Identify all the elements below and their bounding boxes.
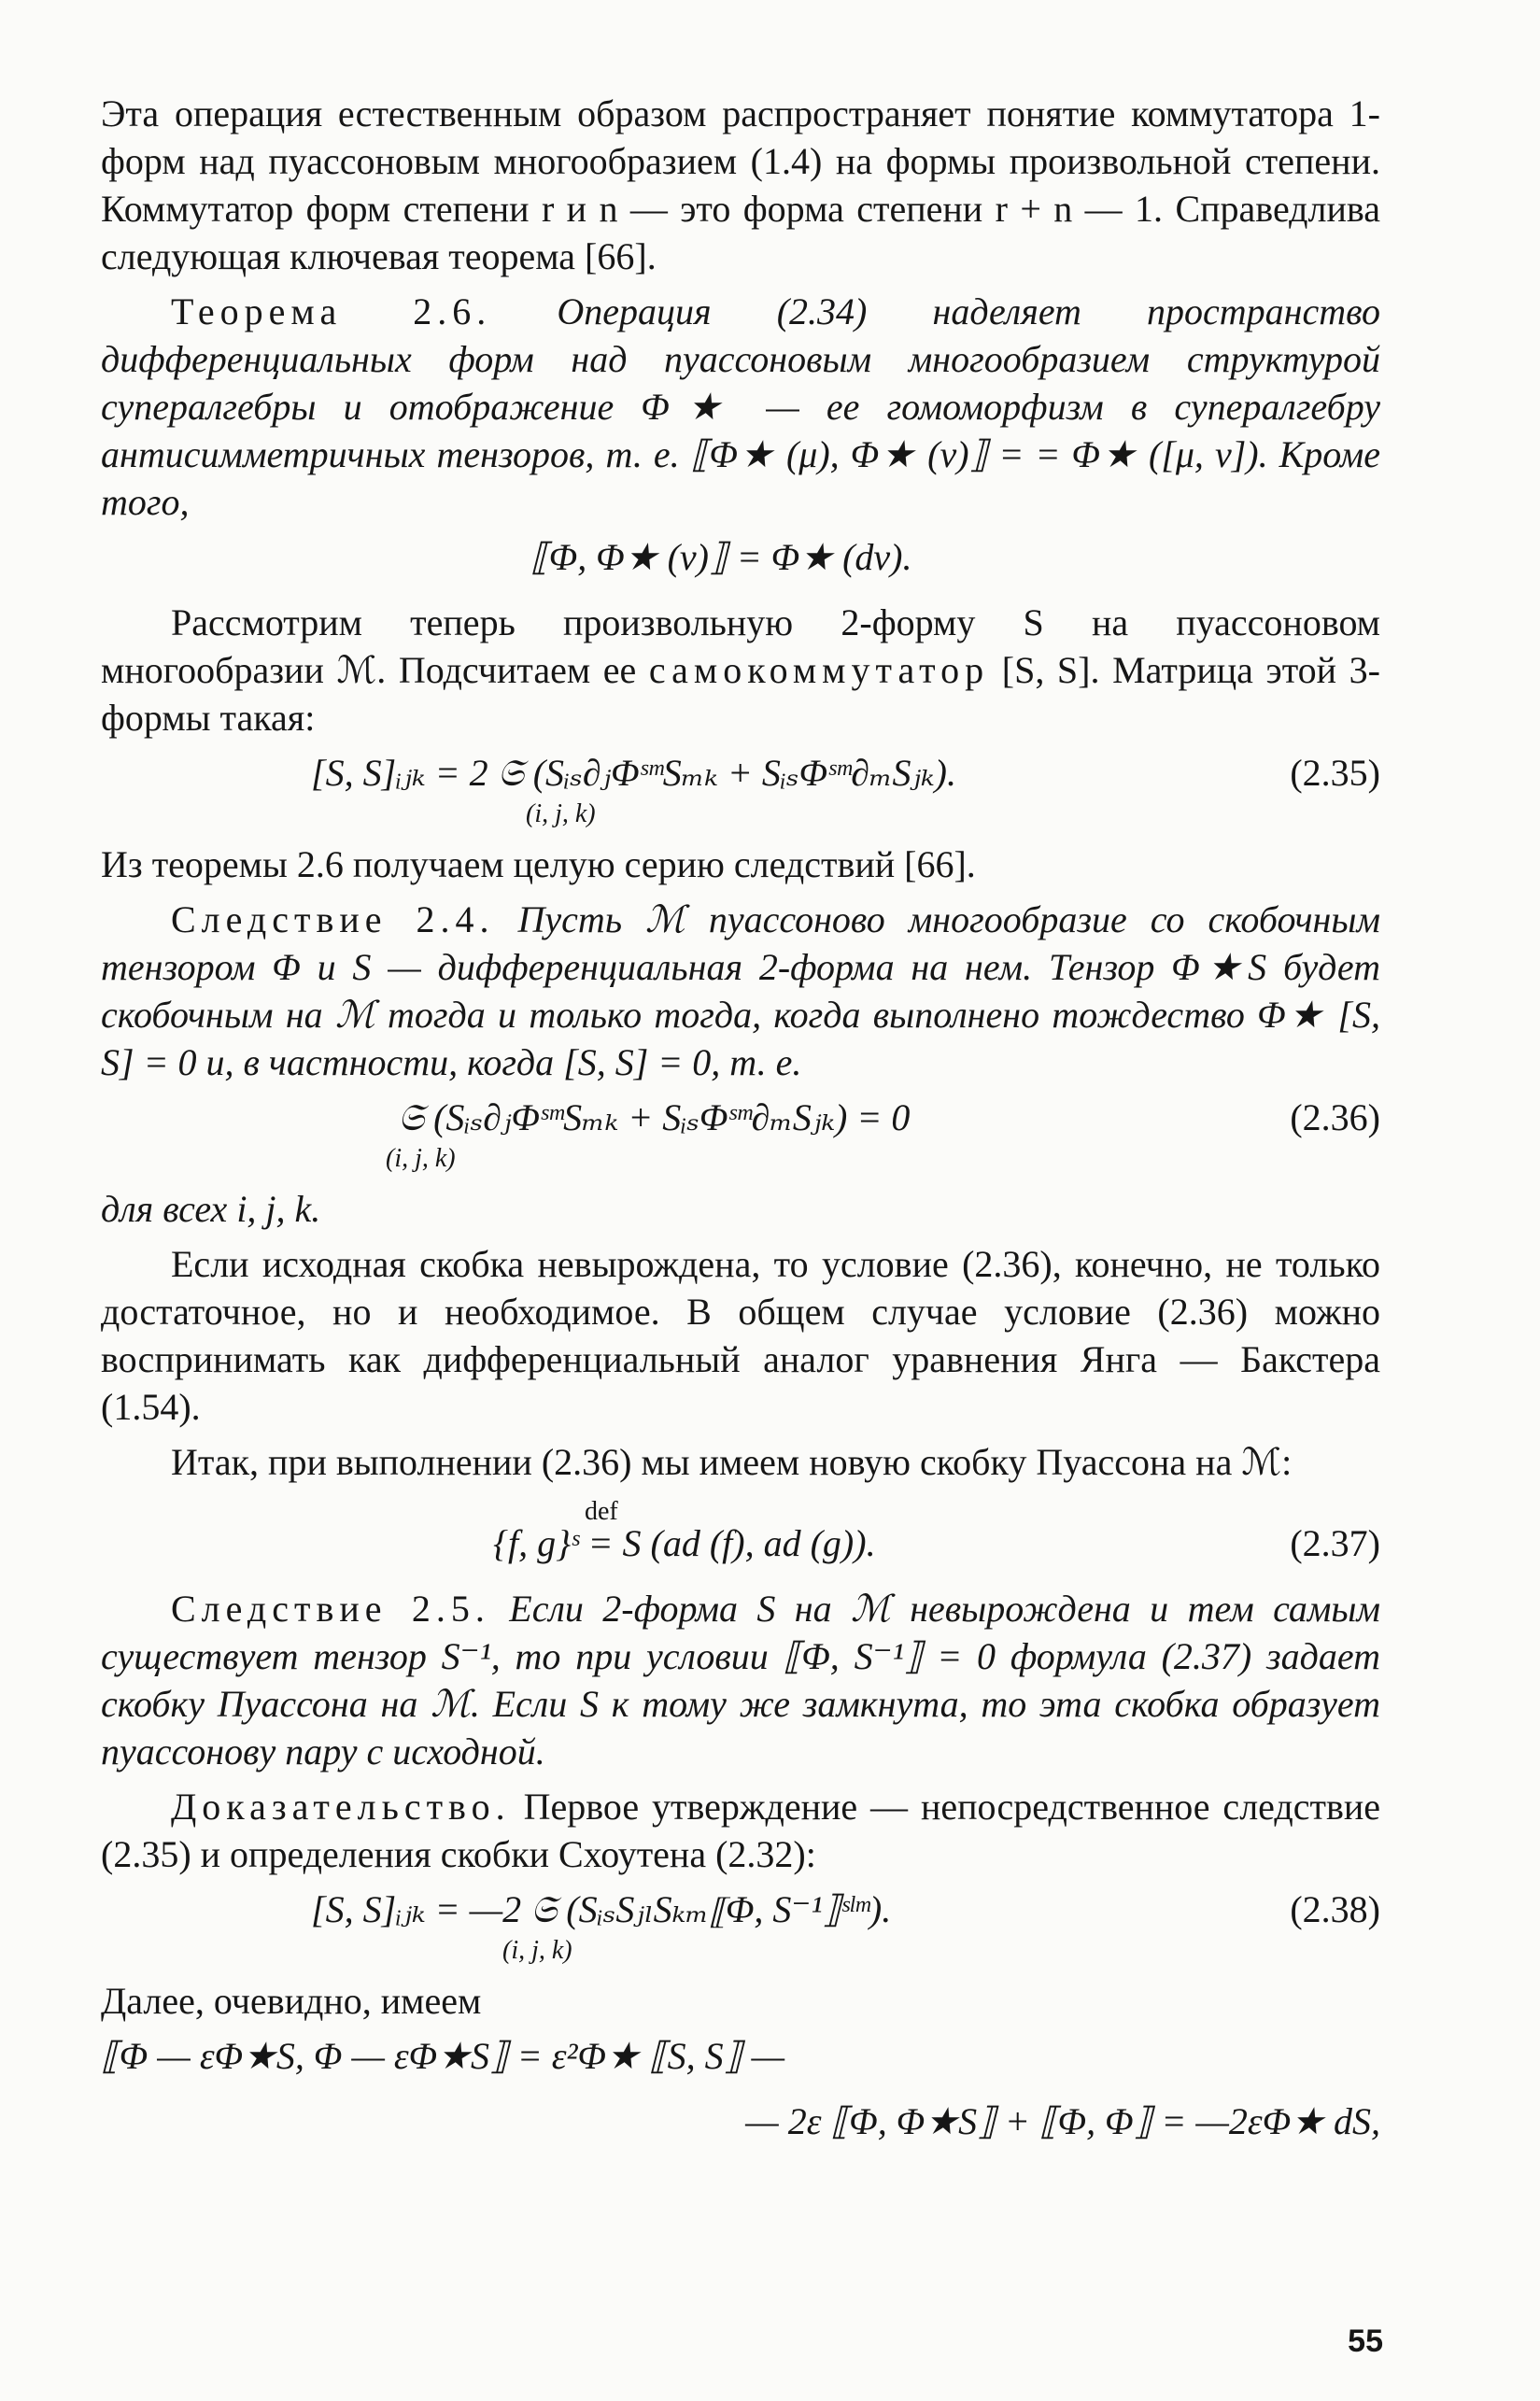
equation-formula: 𝔖 (Sᵢₛ∂ⱼΦˢᵐSₘₖ + SᵢₛΦˢᵐ∂ₘSⱼₖ) = 0: [398, 1096, 911, 1138]
equation-formula: {f, g}ˢ = S (ad (f), ad (g)).: [493, 1522, 876, 1564]
corollary-text: Пусть ℳ пуассоново многообразие со скобочным тензором Φ и S — дифференциальная 2-форма на нем. Тензор Φ★S будет скобочным на ℳ тогда и только тогда, когда выполнено тождество Φ★ [S, S] = 0 и, в частности, когда [S, S] = 0, т. е.: [101, 898, 1380, 1083]
paragraph-for-all: для всех i, j, k.: [101, 1188, 321, 1230]
corollary-2-4: [101, 896, 1380, 1086]
equation-unnumbered-a: [101, 533, 1380, 586]
spaced-term: самокоммутатор: [648, 649, 990, 691]
paragraph-self-commutator: [101, 599, 1380, 741]
equation-number: (2.37): [1290, 1522, 1380, 1564]
def-label: def: [585, 1497, 618, 1526]
equation-formula: ⟦Φ, Φ★ (ν)⟧ = Φ★ (dν).: [530, 536, 912, 578]
paragraph-text: Рассмотрим теперь произвольную 2-форму S на пуассоновом многообразии ℳ. Подсчитаем ее: [101, 601, 1380, 691]
page-body: [101, 90, 1380, 2163]
equation-subscript: (i, j, k): [526, 799, 596, 828]
page-number: 55: [1348, 2323, 1383, 2359]
equation-final-line-2: [101, 2097, 1380, 2150]
paragraph-intro: Эта операция естественным образом распространяет понятие коммутатора 1-форм над пуассоновым многообразием (1.4) на формы произвольной степени. Коммутатор форм степени r и n — это форма степени r + n — 1. Справедлива следующая ключевая теорема [66].: [101, 92, 1380, 277]
corollary-label: Следствие 2.5.: [171, 1588, 490, 1630]
equation-formula: — 2ε ⟦Φ, Φ★S⟧ + ⟦Φ, Φ⟧ = —2εΦ★ dS,: [745, 2100, 1380, 2142]
proof-text: Первое утверждение — непосредственное следствие (2.35) и определения скобки Схоутена (2.32):: [101, 1786, 1381, 1875]
paragraph-text: [S, S]. Матрица этой 3-формы такая:: [101, 649, 1380, 739]
theorem-2-6: [101, 288, 1380, 526]
corollary-2-5: [101, 1585, 1380, 1775]
equation-number: (2.36): [1290, 1096, 1380, 1138]
corollary-text: Если 2-форма S на ℳ невырождена и тем самым существует тензор S⁻¹, то при условии ⟦Φ, S⁻¹⟧ = 0 формула (2.37) задает скобку Пуассона на ℳ. Если S к тому же замкнута, то эта скобка образует пуассонову пару с исходной.: [101, 1588, 1380, 1773]
equation-2-36: [101, 1094, 1380, 1172]
theorem-label: Теорема 2.6.: [171, 290, 492, 332]
paragraph-consequences: Из теоремы 2.6 получаем целую серию следствий [66].: [101, 843, 976, 885]
equation-2-37: [101, 1493, 1380, 1572]
equation-formula: ⟦Φ — εΦ★S, Φ — εΦ★S⟧ = ε²Φ★ ⟦S, S⟧ —: [101, 2035, 785, 2077]
corollary-label: Следствие 2.4.: [171, 898, 495, 940]
equation-formula: [S, S]ᵢⱼₖ = 2 𝔖 (Sᵢₛ∂ⱼΦˢᵐSₘₖ + SᵢₛΦˢᵐ∂ₘSⱼₖ).: [311, 752, 956, 794]
equation-subscript: (i, j, k): [502, 1936, 572, 1965]
paragraph-new-bracket: Итак, при выполнении (2.36) мы имеем новую скобку Пуассона на ℳ:: [171, 1441, 1293, 1483]
equation-2-35: [101, 749, 1380, 827]
paragraph-further: Далее, очевидно, имеем: [101, 1980, 482, 2022]
equation-number: (2.38): [1290, 1888, 1380, 1930]
paragraph-nondegenerate: Если исходная скобка невырождена, то условие (2.36), конечно, не только достаточное, но и необходимое. В общем случае условие (2.36) можно воспринимать как дифференциальный аналог уравнения Янга — Бакстера (1.54).: [101, 1243, 1380, 1428]
proof: [101, 1783, 1380, 1878]
equation-final-line-1: [101, 2032, 1380, 2084]
equation-2-38: [101, 1885, 1380, 1964]
equation-formula: [S, S]ᵢⱼₖ = —2 𝔖 (SᵢₛSⱼₗSₖₘ⟦Φ, S⁻¹⟧ˢˡᵐ).: [311, 1888, 892, 1930]
equation-subscript: (i, j, k): [386, 1144, 456, 1173]
equation-number: (2.35): [1290, 752, 1380, 794]
proof-label: Доказательство.: [171, 1786, 511, 1828]
theorem-text: Операция (2.34) наделяет пространство дифференциальных форм над пуассоновым многообразием структурой супералгебры и отображение Φ★ — ее гомоморфизм в супералгебру антисимметричных тензоров, т. е. ⟦Φ★ (μ), Φ★ (ν)⟧ = = Φ★ ([μ, ν]). Кроме того,: [101, 290, 1380, 523]
